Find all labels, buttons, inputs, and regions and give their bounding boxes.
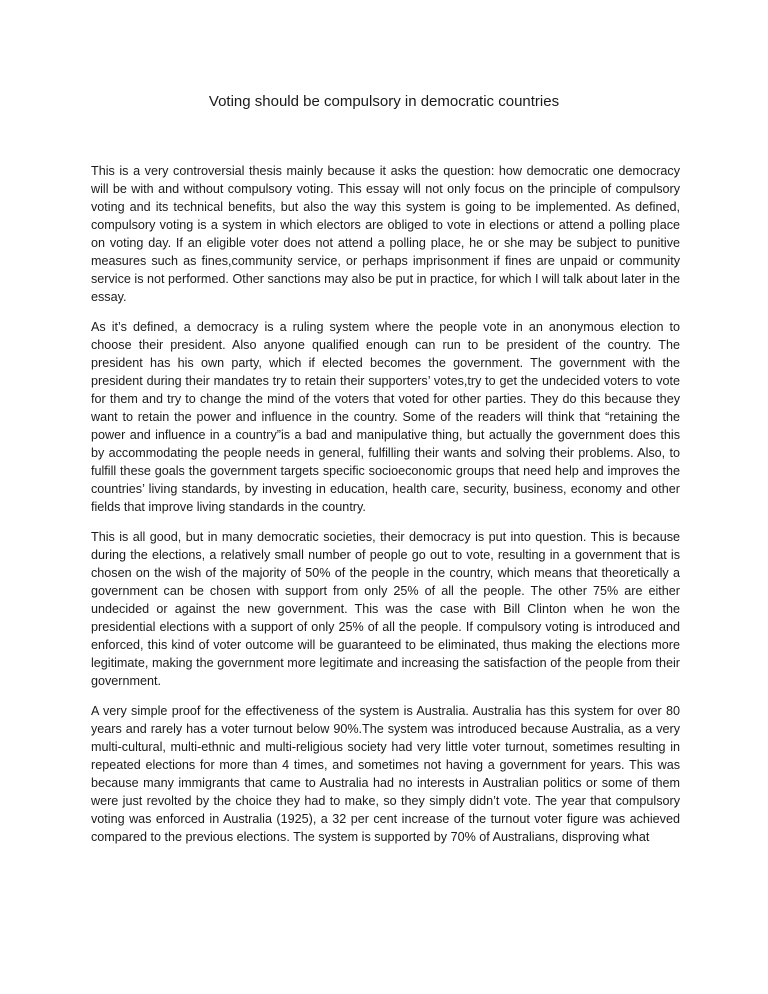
paragraph-democracy-definition: As it’s defined, a democracy is a ruling system where the people vote in an anonymous election to choose their president. Also anyone qualified enough can run to be president of the country. The president has his own party, which if elected becomes the government. The government with the president during their mandates try to retain their supporters’ votes,try to get the undecided voters to vote for them and try to change the mind of the voters that voted for other parties. They do this because they want to retain the power and influence in the country. Some of the readers will think that “retaining the power and influence in a country”is a bad and manipulative thing, but actually the government does this by accommodating the people needs in general, fulfilling their wants and solving their problems. Also, to fulfill these goals the government targets specific socioeconomic groups that need help and improves the countries’ living standards, by investing in education, health care, security, business, economy and other fields that improve living standards in the country. [91, 320, 680, 514]
paragraph-australia-example: A very simple proof for the effectiveness of the system is Australia. Australia has this system for over 80 years and rarely has a voter turnout below 90%.The system was introduced because Australia, as a very multi-cultural, multi-ethnic and multi-religious society had very little voter turnout, sometimes resulting in repeated elections for more than 4 times, and sometimes not having a government for years. This was because many immigrants that came to Australia had no interests in Australian politics or some of them were just revolted by the choice they had to make, so they simply didn’t vote. The year that compulsory voting was enforced in Australia (1925), a 32 per cent increase of the turnout voter figure was achieved compared to the previous elections. The system is supported by 70% of Australians, disproving what [91, 704, 680, 844]
document-body [91, 162, 680, 858]
document-title: Voting should be compulsory in democratic countries [208, 93, 560, 110]
paragraph-intro: This is a very controversial thesis mainly because it asks the question: how democratic one democracy will be with and without compulsory voting. This essay will not only focus on the principle of compulsory voting and its technical benefits, but also the way this system is going to be implemented. As defined, compulsory voting is a system in which electors are obliged to vote in elections or attend a polling place on voting day. If an eligible voter does not attend a polling place, he or she may be subject to punitive measures such as fines,community service, or perhaps imprisonment if fines are unpaid or community service is not performed. Other sanctions may also be put in practice, for which I will talk about later in the essay. [91, 164, 680, 304]
paragraph-voter-turnout: This is all good, but in many democratic societies, their democracy is put into question. This is because during the elections, a relatively small number of people go out to vote, resulting in a government that is chosen on the wish of the majority of 50% of the people in the country, which means that theoretically a government can be chosen with support from only 25% of all the people. The other 75% are either undecided or against the new government. This was the case with Bill Clinton when he won the presidential elections with a support of only 25% of all the people. If compulsory voting is introduced and enforced, this kind of voter outcome will be guaranteed to be eliminated, thus making the elections more legitimate, making the government more legitimate and increasing the satisfaction of the people from their government. [91, 530, 680, 688]
